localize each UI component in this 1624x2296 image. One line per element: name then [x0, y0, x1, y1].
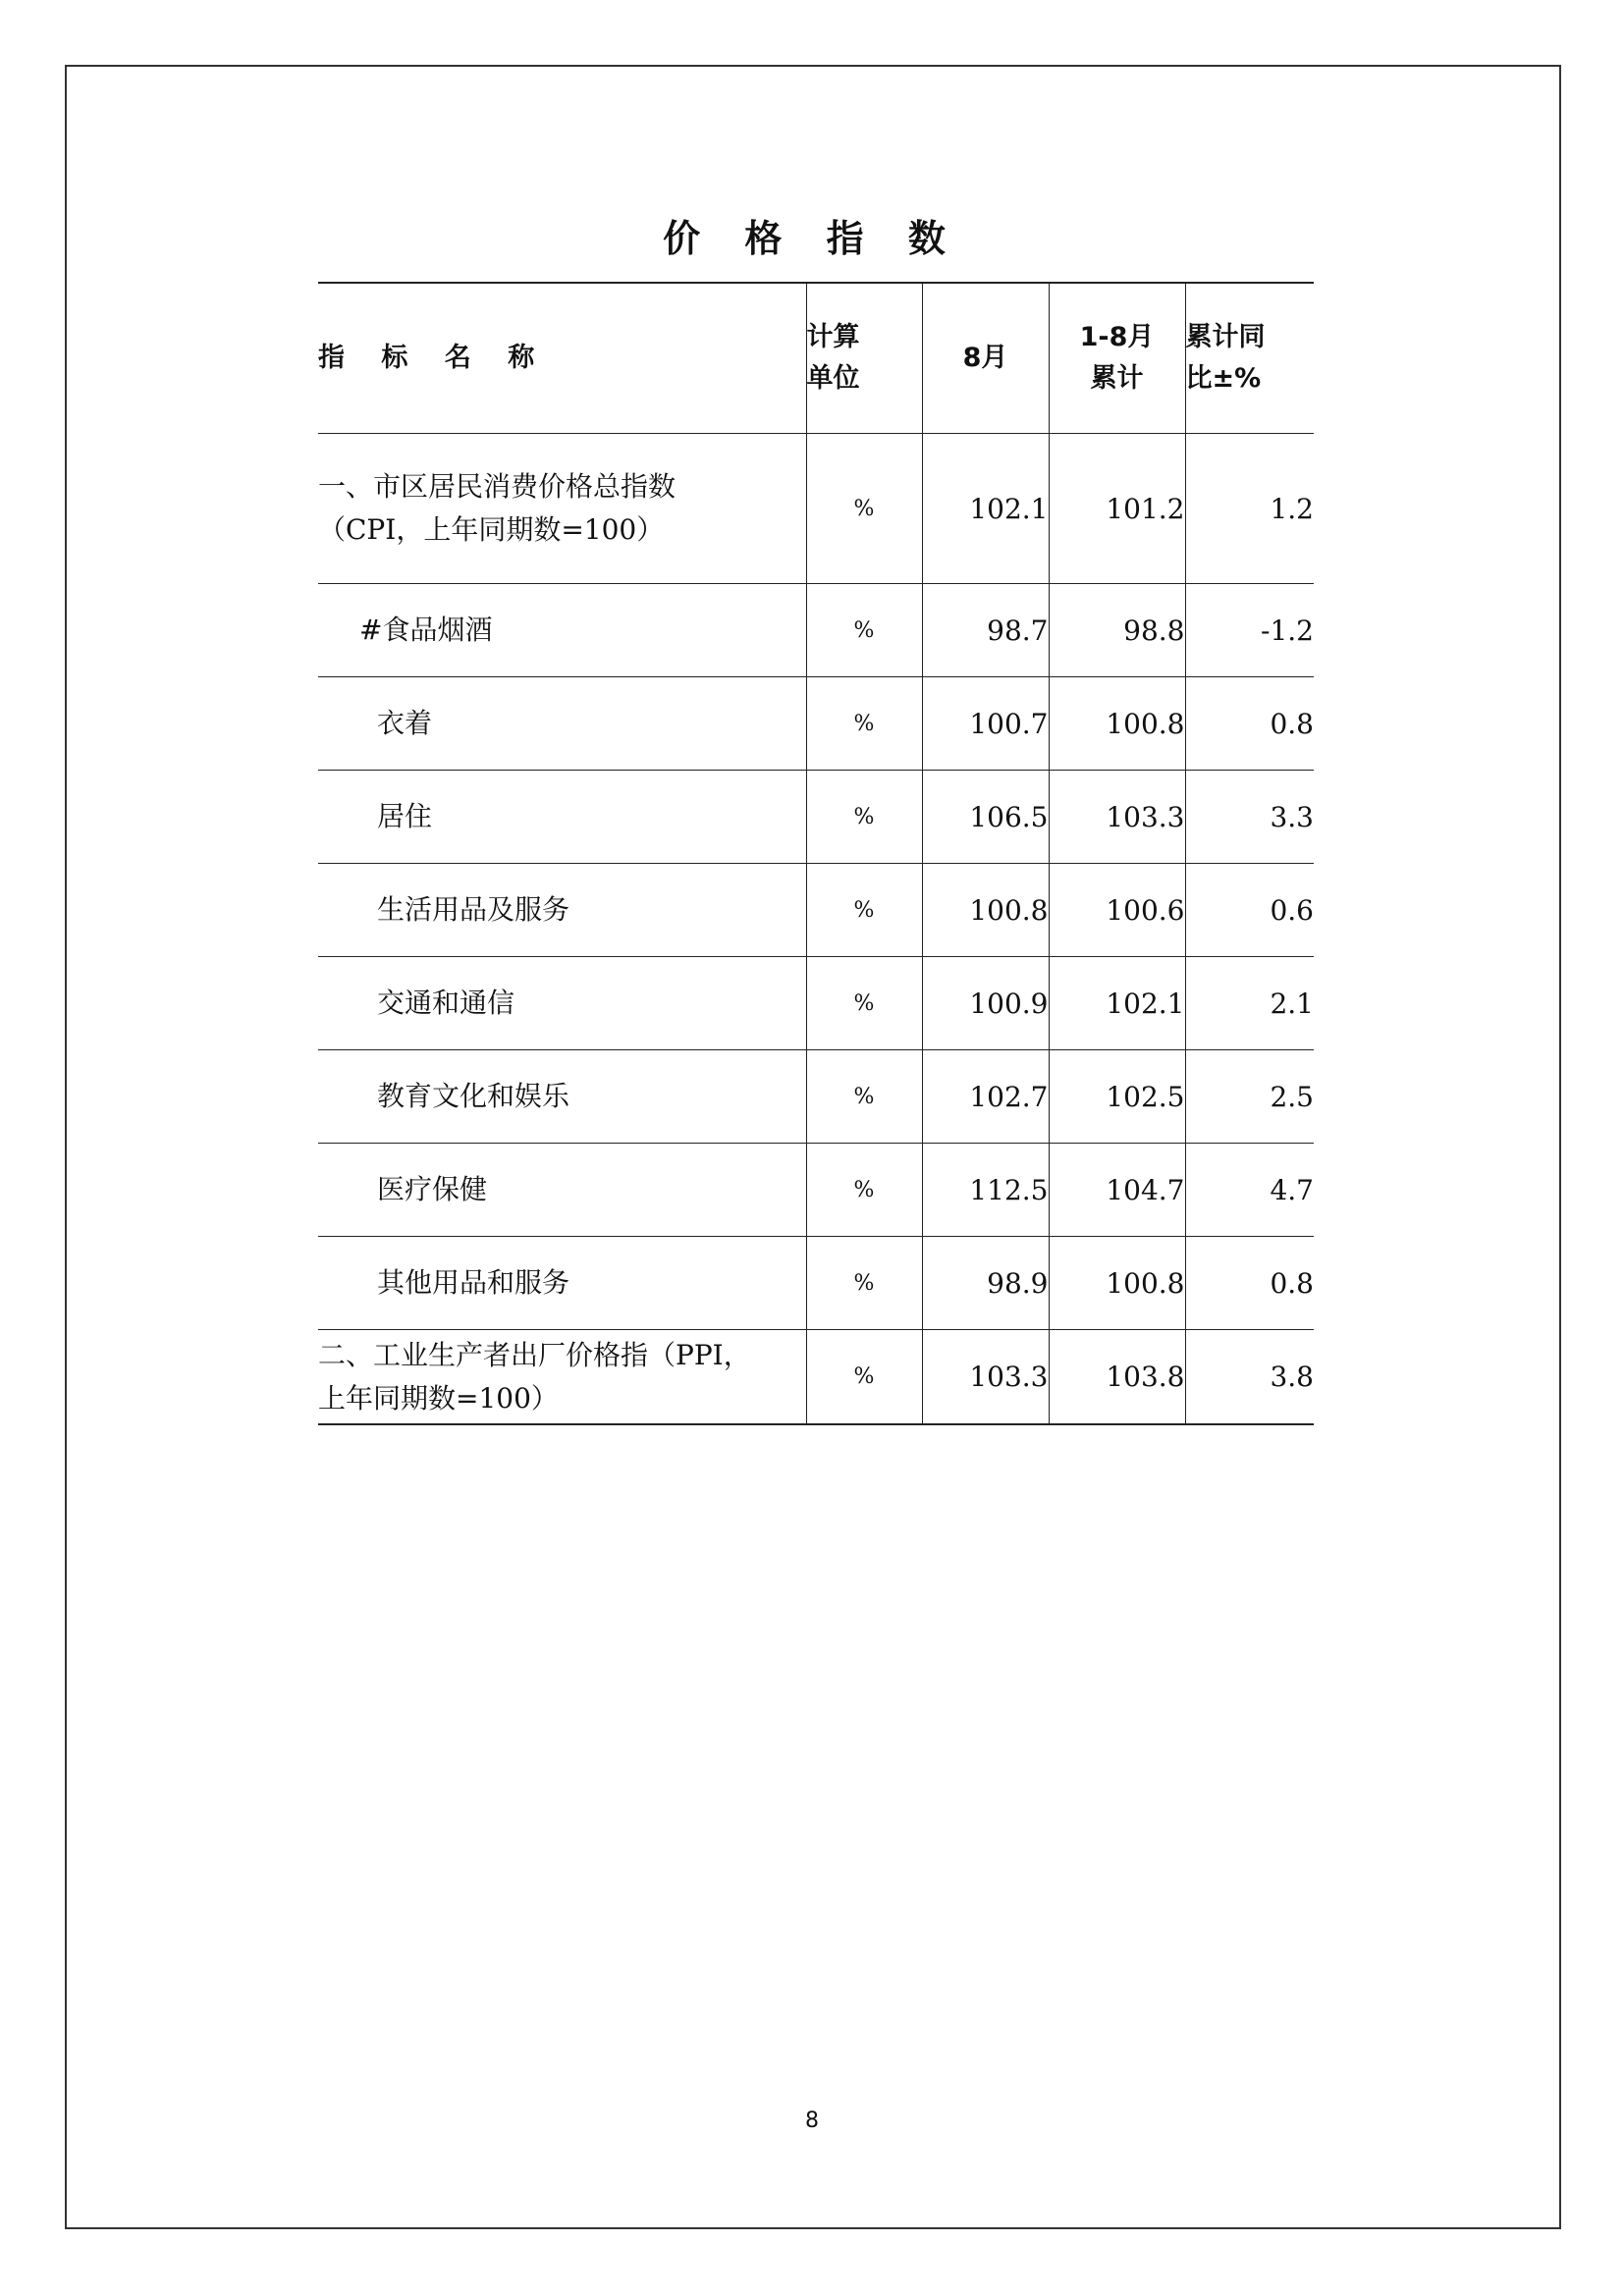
page-number: 8 — [805, 2109, 819, 2133]
yoy-value: 0.6 — [1185, 864, 1314, 957]
indicator-name: 交通和通信 — [318, 957, 806, 1050]
indicator-name-line2: （CPI，上年同期数=100） — [318, 513, 665, 546]
table-row — [318, 864, 1314, 957]
month-value: 100.9 — [922, 957, 1049, 1050]
table-row — [318, 1330, 1314, 1425]
indicator-name — [318, 434, 806, 584]
header-unit — [806, 283, 922, 434]
unit-cell: % — [806, 864, 922, 957]
header-cumulative-line1: 1-8月 — [1079, 322, 1155, 352]
yoy-value: 3.3 — [1185, 771, 1314, 864]
header-unit-line1: 计算 — [806, 322, 860, 352]
yoy-value: 0.8 — [1185, 1237, 1314, 1330]
table-row — [318, 1050, 1314, 1144]
month-value: 102.7 — [922, 1050, 1049, 1144]
indicator-name: 医疗保健 — [318, 1144, 806, 1237]
table-row — [318, 677, 1314, 771]
unit-cell: % — [806, 1237, 922, 1330]
unit-cell: % — [806, 771, 922, 864]
indicator-name — [318, 1330, 806, 1425]
yoy-value: 4.7 — [1185, 1144, 1314, 1237]
table-row — [318, 1237, 1314, 1330]
unit-cell: % — [806, 1330, 922, 1425]
yoy-value: 0.8 — [1185, 677, 1314, 771]
header-cumulative-line2: 累计 — [1090, 363, 1144, 394]
cumulative-value: 101.2 — [1049, 434, 1185, 584]
cumulative-value: 100.8 — [1049, 1237, 1185, 1330]
month-value: 100.8 — [922, 864, 1049, 957]
indicator-name: 衣着 — [318, 677, 806, 771]
month-value: 106.5 — [922, 771, 1049, 864]
header-month: 8月 — [922, 283, 1049, 434]
yoy-value: 2.1 — [1185, 957, 1314, 1050]
header-yoy-line2: 比±% — [1185, 363, 1262, 394]
unit-cell: % — [806, 584, 922, 677]
page-title: 价 格 指 数 — [663, 217, 961, 260]
table-row — [318, 434, 1314, 584]
header-yoy-line1: 累计同 — [1185, 322, 1266, 352]
yoy-value: 2.5 — [1185, 1050, 1314, 1144]
unit-cell: % — [806, 434, 922, 584]
table-row — [318, 957, 1314, 1050]
cumulative-value: 103.8 — [1049, 1330, 1185, 1425]
month-value: 103.3 — [922, 1330, 1049, 1425]
table-row — [318, 584, 1314, 677]
month-value: 98.7 — [922, 584, 1049, 677]
header-indicator-name: 指 标 名 称 — [318, 283, 806, 434]
indicator-name: 教育文化和娱乐 — [318, 1050, 806, 1144]
month-value: 100.7 — [922, 677, 1049, 771]
unit-cell: % — [806, 957, 922, 1050]
indicator-name: 生活用品及服务 — [318, 864, 806, 957]
unit-cell: % — [806, 1050, 922, 1144]
month-value: 112.5 — [922, 1144, 1049, 1237]
yoy-value: 1.2 — [1185, 434, 1314, 584]
indicator-name-line1: 一、市区居民消费价格总指数 — [318, 470, 677, 503]
indicator-name-line1: 二、工业生产者出厂价格指（PPI， — [318, 1338, 751, 1371]
header-cumulative — [1049, 283, 1185, 434]
indicator-name: #食品烟酒 — [318, 584, 806, 677]
cumulative-value: 102.5 — [1049, 1050, 1185, 1144]
unit-cell: % — [806, 677, 922, 771]
indicator-name: 其他用品和服务 — [318, 1237, 806, 1330]
unit-cell: % — [806, 1144, 922, 1237]
cumulative-value: 100.8 — [1049, 677, 1185, 771]
cumulative-value: 102.1 — [1049, 957, 1185, 1050]
month-value: 102.1 — [922, 434, 1049, 584]
cumulative-value: 98.8 — [1049, 584, 1185, 677]
price-index-table — [318, 282, 1314, 1425]
yoy-value: 3.8 — [1185, 1330, 1314, 1425]
table-header-row — [318, 283, 1314, 434]
indicator-name-line2: 上年同期数=100） — [318, 1381, 559, 1415]
month-value: 98.9 — [922, 1237, 1049, 1330]
cumulative-value: 100.6 — [1049, 864, 1185, 957]
table-row — [318, 1144, 1314, 1237]
header-yoy — [1185, 283, 1314, 434]
cumulative-value: 103.3 — [1049, 771, 1185, 864]
table-row — [318, 771, 1314, 864]
indicator-name: 居住 — [318, 771, 806, 864]
yoy-value: -1.2 — [1185, 584, 1314, 677]
header-unit-line2: 单位 — [806, 363, 860, 394]
cumulative-value: 104.7 — [1049, 1144, 1185, 1237]
